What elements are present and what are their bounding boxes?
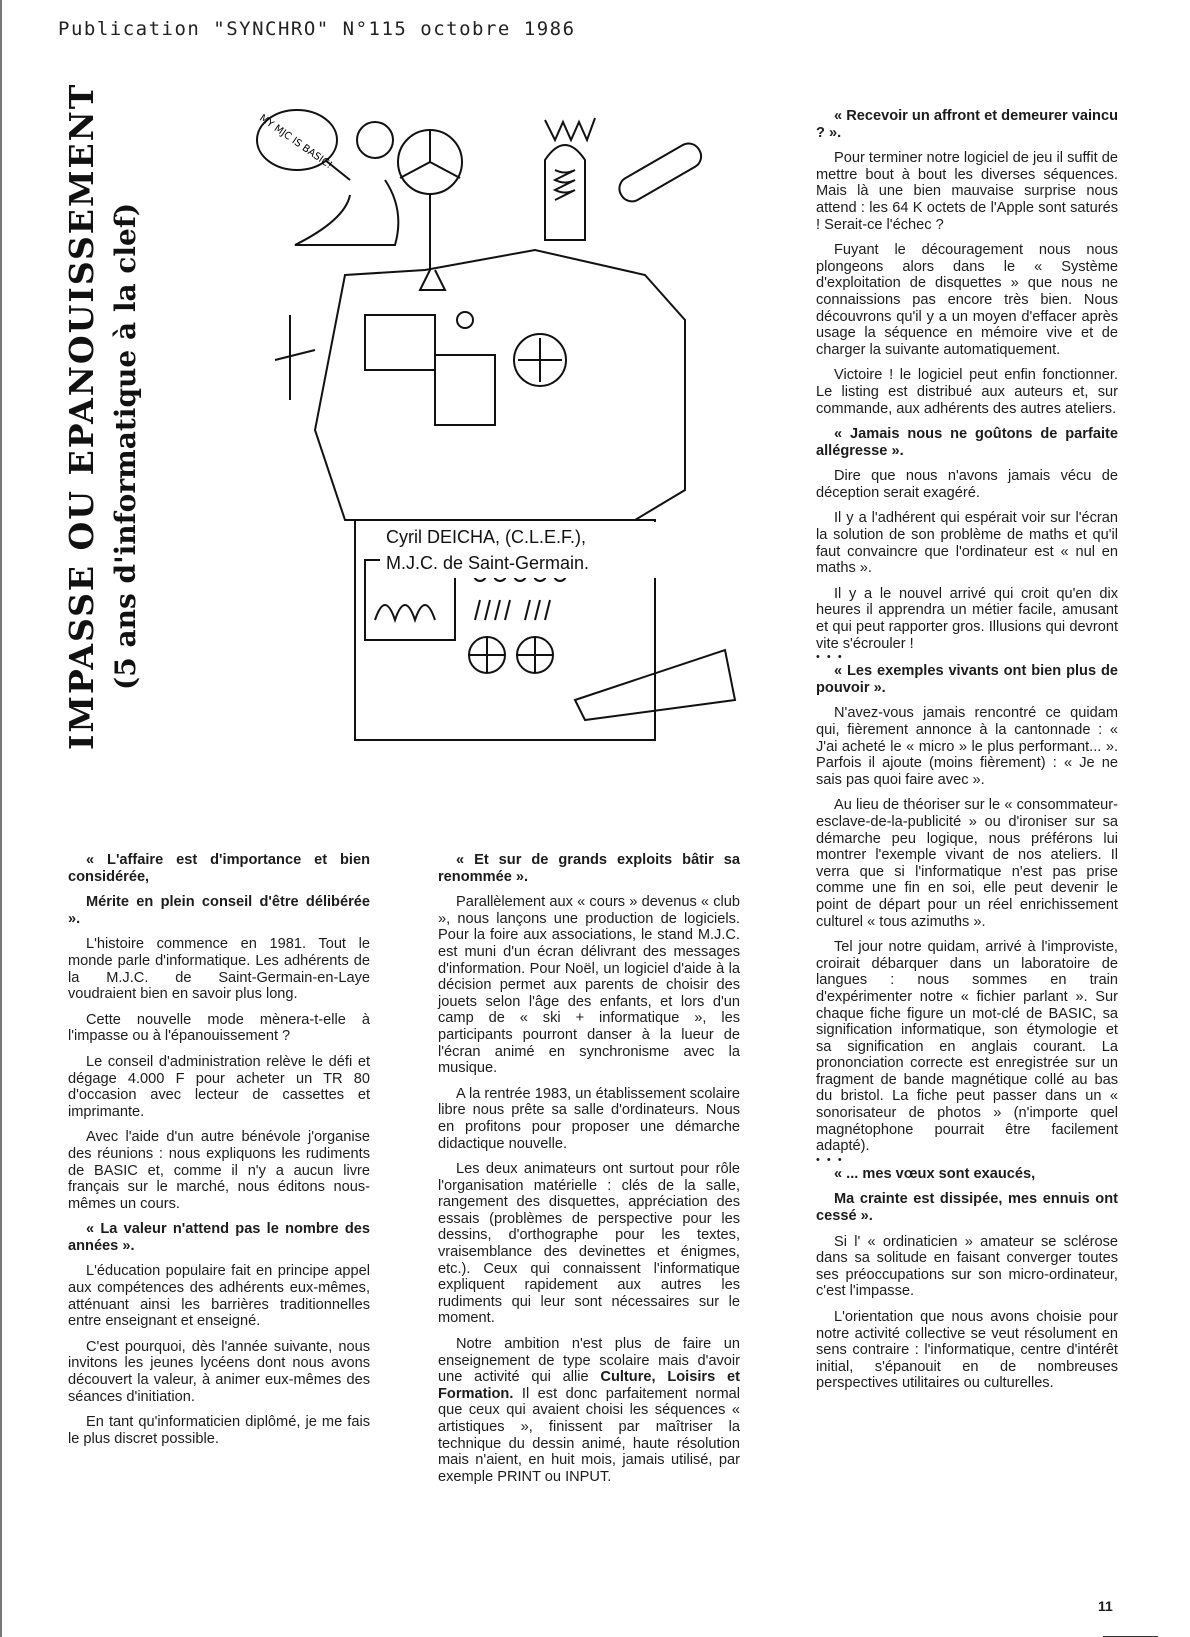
column-right: [816, 108, 1118, 1401]
body-paragraph: Si l' « ordinaticien » amateur se sclérose dans sa solitude en faisant converger toutes ses préoccupations sur son micro-ordinateur, c'est l'impasse.: [816, 1233, 1118, 1300]
emphasis-text: Culture, Loisirs et Formation.: [438, 1369, 740, 1402]
paragraph-text: Il est donc parfaitement normal que ceux qui avaient choisi les séquences « artistiques », finissent par maîtriser la technique du dessin animé, haute résolution mais n'aient, en huit mois, jamais utilisé, par exemple PRINT ou INPUT.: [438, 1385, 740, 1485]
caption-organization: M.J.C. de Saint-Germain.: [386, 553, 590, 573]
article-title: [60, 82, 160, 750]
body-paragraph: Dire que nous n'avons jamais vécu de déception serait exagéré.: [816, 468, 1118, 501]
section-quote-heading: « Les exemples vivants ont bien plus de pouvoir ».: [816, 663, 1118, 696]
section-quote-heading: Ma crainte est dissipée, mes ennuis ont cessé ».: [816, 1191, 1118, 1225]
body-paragraph: Au lieu de théoriser sur le « consommateur-esclave-de-la-publicité » ou d'ironiser sur sa démarche peu logique, nous préférons lui montrer l'exemple vivant de nos ateliers. Il verra que si l'informatique n'est pas prise comme une fin en soi, elle peut devenir le point de départ pour un réel enrichissement culturel « tous azimuths ».: [816, 797, 1118, 930]
body-paragraph: Cette nouvelle mode mènera-t-elle à l'impasse ou à l'épanouissement ?: [68, 1011, 370, 1045]
section-separator: • • •: [816, 1153, 844, 1166]
column-left: [68, 852, 370, 1456]
body-paragraph: Le conseil d'administration relève le défi et dégage 4.000 F pour acheter un TR 80 d'occasion avec lecteur de cassettes et imprimante.: [68, 1053, 370, 1120]
body-paragraph: Avec l'aide d'un autre bénévole j'organise des réunions : nous expliquons les rudiments de BASIC et, comme il n'y a aucun livre français sur le marché, nous éditons nous-mêmes un cours.: [68, 1129, 370, 1212]
publication-header: Publication "SYNCHRO" N°115 octobre 1986: [58, 18, 576, 40]
caption-author: Cyril DEICHA, (C.L.E.F.),: [386, 527, 587, 547]
character-body: [295, 180, 398, 245]
speech-bubble-text: MY MJC IS BASIC!: [257, 112, 334, 172]
propeller-icon: [275, 315, 315, 400]
section-quote-heading: « La valeur n'attend pas le nombre des années ».: [68, 1221, 370, 1254]
section-separator: • • •: [816, 651, 844, 664]
body-paragraph: Victoire ! le logiciel peut enfin fonctionner. Le listing est distribué aux auteurs et, sur commande, aux adhérents des autres ateliers.: [816, 367, 1118, 417]
illustration-caption: [380, 522, 672, 578]
page-number: 11: [1098, 1598, 1113, 1614]
column-middle: [438, 852, 740, 1494]
body-paragraph: L'histoire commence en 1981. Tout le monde parle d'informatique. Les adhérents de la M.J.C. de Saint-Germain-en-Laye voudraient bien en savoir plus long.: [68, 936, 370, 1003]
section-quote-heading: « L'affaire est d'importance et bien considérée,: [68, 852, 370, 885]
title-main: IMPASSE OU EPANOUISSEMENT: [62, 82, 101, 750]
body-paragraph: Il y a l'adhérent qui espérait voir sur l'écran la solution de son problème de maths et qu'il faut convaincre que l'ordinateur est « nul en maths ».: [816, 510, 1118, 577]
zigzag: [545, 118, 595, 140]
body-paragraph: L'orientation que nous avons choisie pour notre activité collective se veut résolument en sens contraire : l'informatique, centre d'intérêt initial, s'épanouit en de nombreuses perspectives utilitaires ou culturelles.: [816, 1309, 1118, 1392]
body-paragraph: Tel jour notre quidam, arrivé à l'improviste, croirait débarquer dans un laboratoire de langues : nous sommes en train d'expérimenter notre « fichier parlant ». Sur chaque fiche figure un mot-clé de BASIC, sa signification informatique, son étymologie et sa signification en anglais courant. La prononciation correcte est enregistrée sur un fragment de bande magnétique collé au bas du bristol. La fiche peut passer dans un « sonorisateur de photos » (n'importe quel magnétophone pourrait être facilement adapté).: [816, 939, 1118, 1155]
character-head: [357, 122, 393, 158]
body-paragraph: Pour terminer notre logiciel de jeu il suffit de mettre bout à bout les diverses séquences. Mais là une bien mauvaise surprise nous attend : les 64 K octets de l'Apple sont saturés ! Serait-ce l'échec ?: [816, 150, 1118, 233]
section-quote-heading: « ... mes vœux sont exaucés,: [834, 1165, 1036, 1182]
machine-illustration: [255, 100, 755, 760]
body-paragraph: Il y a le nouvel arrivé qui croit qu'en dix heures il apprendra un métier facile, amusant et qui peut rapporter gros. Illusions qui devront vite s'écrouler !: [816, 585, 1118, 652]
body-paragraph: N'avez-vous jamais rencontré ce quidam qui, fièrement annonce à la cantonnade : « J'ai acheté le « micro » le plus performant... ». Parfois il ajoute (moins fièrement) : « Je ne sais pas quoi faire avec ».: [816, 705, 1118, 788]
body-paragraph: A la rentrée 1983, un établissement scolaire libre nous prête sa salle d'ordinateurs. Nous en profitons pour proposer une démarche didactique nouvelle.: [438, 1085, 740, 1152]
section-quote-heading: « Jamais nous ne goûtons de parfaite allégresse ».: [816, 426, 1118, 459]
body-paragraph: [438, 1336, 740, 1485]
paragraph-text: Notre ambition n'est plus de faire un enseignement de type scolaire mais d'avoir une activité qui allie: [438, 1336, 740, 1386]
section-quote-heading: « Et sur de grands exploits bâtir sa renommée ».: [438, 852, 740, 885]
scan-edge: [0, 0, 2, 1637]
section-quote-heading: « Recevoir un affront et demeurer vaincu ? ».: [816, 108, 1118, 141]
body-paragraph: L'éducation populaire fait en principe appel aux compétences des adhérents eux-mêmes, atténuant ainsi les barrières traditionnelles entre enseignant et enseigné.: [68, 1263, 370, 1330]
section-quote-heading: Mérite en plein conseil d'être délibérée ».: [68, 894, 370, 927]
body-paragraph: En tant qu'informaticien diplômé, je me fais le plus discret possible.: [68, 1414, 370, 1447]
body-paragraph: Parallèlement aux « cours » devenus « club », nous lançons une production de logiciels. Pour la foire aux associations, le stand M.J.C. est muni d'un écran délivrant des messages d'information. Pour Noël, un logiciel d'aide à la décision permet aux parents de choisir des jouets selon l'âge des enfants, et lors d'un camp de « ski + informatique », les participants pourront danser à la lueur de l'écran animé en synchronisme avec la musique.: [438, 894, 740, 1077]
body-paragraph: Fuyant le découragement nous nous plongeons alors dans le « Système d'exploitation de disquettes » que nous ne connaissions pas encore très bien. Nous découvrons qu'il y a un moyen d'effacer après usage la séquence en mémoire vive et de charger la suivante automatiquement.: [816, 242, 1118, 358]
title-subtitle: (5 ans d'informatique à la clef): [109, 202, 142, 690]
machine-body: [315, 250, 685, 520]
body-paragraph: Les deux animateurs ont surtout pour rôle l'organisation matérielle : clés de la salle, rangement des disquettes, appréciation des essais (problèmes de perspective pour les dessins, d'orthographe pour les textes, vraisemblance des devinettes et énigmes, etc.). Ceux qui connaissent l'informatique expliquent rapidement aux autres les rudiments qui leur sont nécessaires sur le moment.: [438, 1161, 740, 1327]
body-paragraph: C'est pourquoi, dès l'année suivante, nous invitons les jeunes lycéens dont nous avons découvert la valeur, à animer eux-mêmes des séances d'initiation.: [68, 1338, 370, 1405]
